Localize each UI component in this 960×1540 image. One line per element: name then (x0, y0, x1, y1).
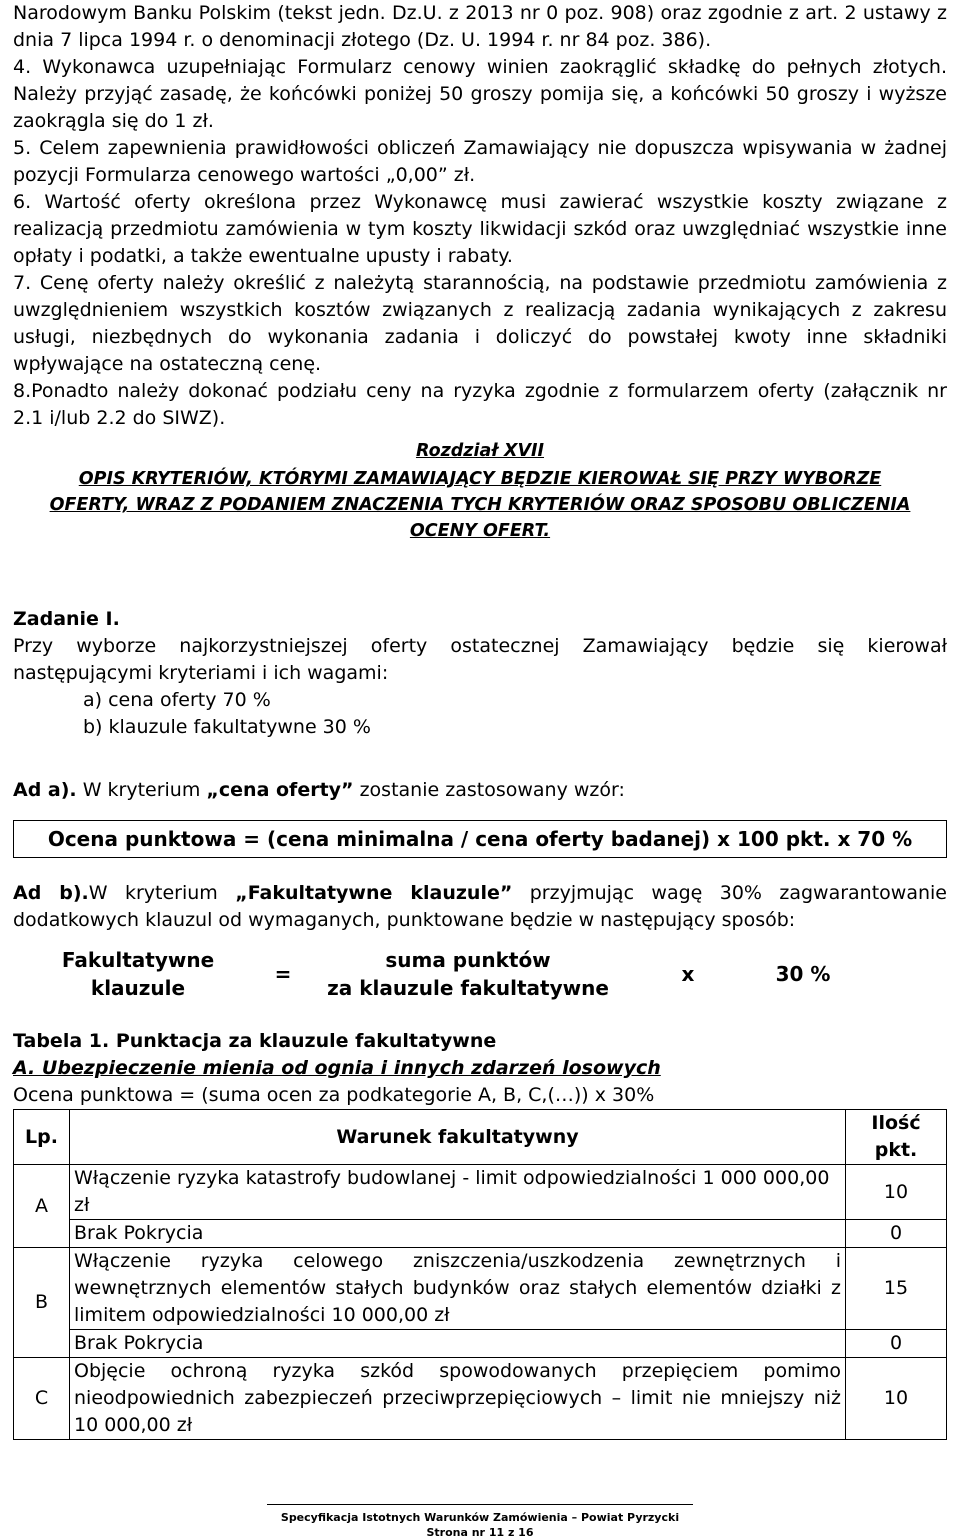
paragraph-8: 8.Ponadto należy dokonać podziału ceny na ryzyka zgodnie z formularzem oferty (załącznik nr 2.1 i/lub 2.2 do SIWZ). (13, 380, 947, 429)
row-a-none-label: Brak Pokrycia (70, 1220, 846, 1248)
row-a-condition: Włączenie ryzyka katastrofy budowlanej - limit odpowiedzialności 1 000 000,00 zł (70, 1165, 846, 1220)
ad-b-criterion: „Fakultatywne klauzule” (235, 882, 513, 904)
paragraph-nbp: Narodowym Banku Polskim (tekst jedn. Dz.U. z 2013 nr 0 poz. 908) oraz zgodnie z art. 2 ustawy z dnia 7 lipca 1994 r. o denominacji złotego (Dz. U. 1994 r. nr 84 poz. 386). (13, 2, 947, 51)
table-row (14, 1248, 947, 1330)
paragraph-6: 6. Wartość oferty określona przez Wykonawcę musi zawierać wszystkie koszty związane z realizacją przedmiotu zamówienia w tym koszty likwidacji szkód oraz uwzględniać wszystkie inne opłaty i podatki, a także ewentualne upusty i rabaty. (13, 191, 947, 267)
table-caption: Tabela 1. Punktacja za klauzule fakultatywne (13, 1030, 497, 1052)
row-b-lp: B (14, 1248, 70, 1358)
clause-formula-times: x (681, 962, 695, 986)
chapter-subtitle-line-2: OFERTY, WRAZ Z PODANIEM ZNACZENIA TYCH KRYTERIÓW ORAZ SPOSOBU OBLICZENIA (49, 495, 911, 515)
ad-b-text-before: W kryterium (88, 882, 236, 904)
price-formula: Ocena punktowa = (cena minimalna / cena oferty badanej) x 100 pkt. x 70 % (47, 827, 913, 851)
clause-formula-middle-line-1: suma punktów (385, 948, 551, 972)
paragraph-7: 7. Cenę oferty należy określić z należytą starannością, na podstawie przedmiotu zamówienia z uwzględnieniem wszystkich kosztów związanych z realizacją zadania wynikających z zakresu usługi, niezbędnych do wykonania zadania i doliczyć do powstałej kwoty inne składniki wpływające na ostateczną cenę. (13, 272, 947, 375)
row-b-points: 15 (846, 1248, 947, 1330)
footer-divider (267, 1504, 693, 1505)
clause-formula-middle (303, 946, 633, 1002)
chapter-title: Rozdział XVII (415, 441, 545, 461)
clause-formula-left-line-1: Fakultatywne (61, 948, 215, 972)
ad-a-text-before: W kryterium (76, 779, 207, 801)
table-subheading: A. Ubezpieczenie mienia od ognia i innych zdarzeń losowych (13, 1057, 661, 1079)
clause-formula-equals: = (274, 962, 292, 986)
task-title: Zadanie I. (13, 608, 120, 630)
clauses-table (13, 1109, 947, 1440)
table-score-formula: Ocena punktowa = (suma ocen za podkategorie A, B, C,(…)) x 30% (13, 1084, 655, 1106)
chapter-subtitle-line-3: OCENY OFERT. (409, 521, 551, 541)
header-lp: Lp. (14, 1110, 70, 1165)
footer-page-number: Strona nr 11 z 16 (426, 1526, 534, 1539)
ad-b-label: Ad b). (13, 882, 89, 904)
chapter-subtitle-line-1: OPIS KRYTERIÓW, KTÓRYMI ZAMAWIAJĄCY BĘDZIE KIEROWAŁ SIĘ PRZY WYBORZE (78, 469, 882, 489)
table-row (14, 1220, 947, 1248)
paragraph-5: 5. Celem zapewnienia prawidłowości obliczeń Zamawiający nie dopuszcza wpisywania w żadnej pozycji Formularza cenowego wartości „0,00” zł. (13, 137, 947, 186)
row-c-points: 10 (846, 1358, 947, 1440)
table-header-row (14, 1110, 947, 1165)
row-b-none-points: 0 (846, 1330, 947, 1358)
row-a-lp: A (14, 1165, 70, 1248)
document-page (13, 0, 947, 1440)
clause-formula-left-line-2: klauzule (90, 976, 186, 1000)
row-a-none-points: 0 (846, 1220, 947, 1248)
ad-a-paragraph (13, 777, 947, 804)
clause-formula (13, 946, 947, 1002)
ad-b-paragraph (13, 880, 947, 934)
header-condition: Warunek fakultatywny (70, 1110, 846, 1165)
ad-b-text-after: przyjmując wagę 30% zagwarantowanie dodatkowych klauzul od wymaganych, punktowane będzie w następujący sposób: (13, 882, 947, 931)
ad-a-text-after: zostanie zastosowany wzór: (353, 779, 625, 801)
ad-a-criterion: „cena oferty” (206, 779, 354, 801)
footer (0, 1510, 960, 1540)
paragraph-4: 4. Wykonawca uzupełniając Formularz cenowy winien zaokrąglić składkę do pełnych złotych. Należy przyjąć zasadę, że końcówki poniżej 50 groszy pomija się, a końcówki 50 groszy i wyższe zaokrągla się do 1 zł. (13, 56, 947, 132)
ad-a-label: Ad a). (13, 779, 77, 801)
clause-formula-middle-line-2: za klauzule fakultatywne (327, 976, 609, 1000)
row-a-points: 10 (846, 1165, 947, 1220)
clause-formula-left (13, 946, 263, 1002)
price-formula-box (13, 820, 947, 858)
row-c-condition: Objęcie ochroną ryzyka szkód spowodowanych przepięciem pomimo nieodpowiednich zabezpieczeń przeciwprzepięciowych – limit nie mniejszy niż 10 000,00 zł (70, 1358, 846, 1440)
row-b-condition: Włączenie ryzyka celowego zniszczenia/uszkodzenia zewnętrznych i wewnętrznych elementów stałych budynków oraz stałych elementów działki z limitem odpowiedzialności 10 000,00 zł (70, 1248, 846, 1330)
task-intro: Przy wyborze najkorzystniejszej oferty ostatecznej Zamawiający będzie się kierował następującymi kryteriami i ich wagami: (13, 635, 947, 684)
table-row (14, 1358, 947, 1440)
row-b-none-label: Brak Pokrycia (70, 1330, 846, 1358)
footer-title: Specyfikacja Istotnych Warunków Zamówienia – Powiat Pyrzycki (280, 1511, 680, 1524)
clause-formula-weight: 30 % (775, 962, 831, 986)
row-c-lp: C (14, 1358, 70, 1440)
criterion-b: b) klauzule fakultatywne 30 % (83, 716, 371, 738)
table-row (14, 1330, 947, 1358)
criterion-a: a) cena oferty 70 % (83, 689, 271, 711)
table-row (14, 1165, 947, 1220)
header-points: Ilość pkt. (846, 1110, 947, 1165)
